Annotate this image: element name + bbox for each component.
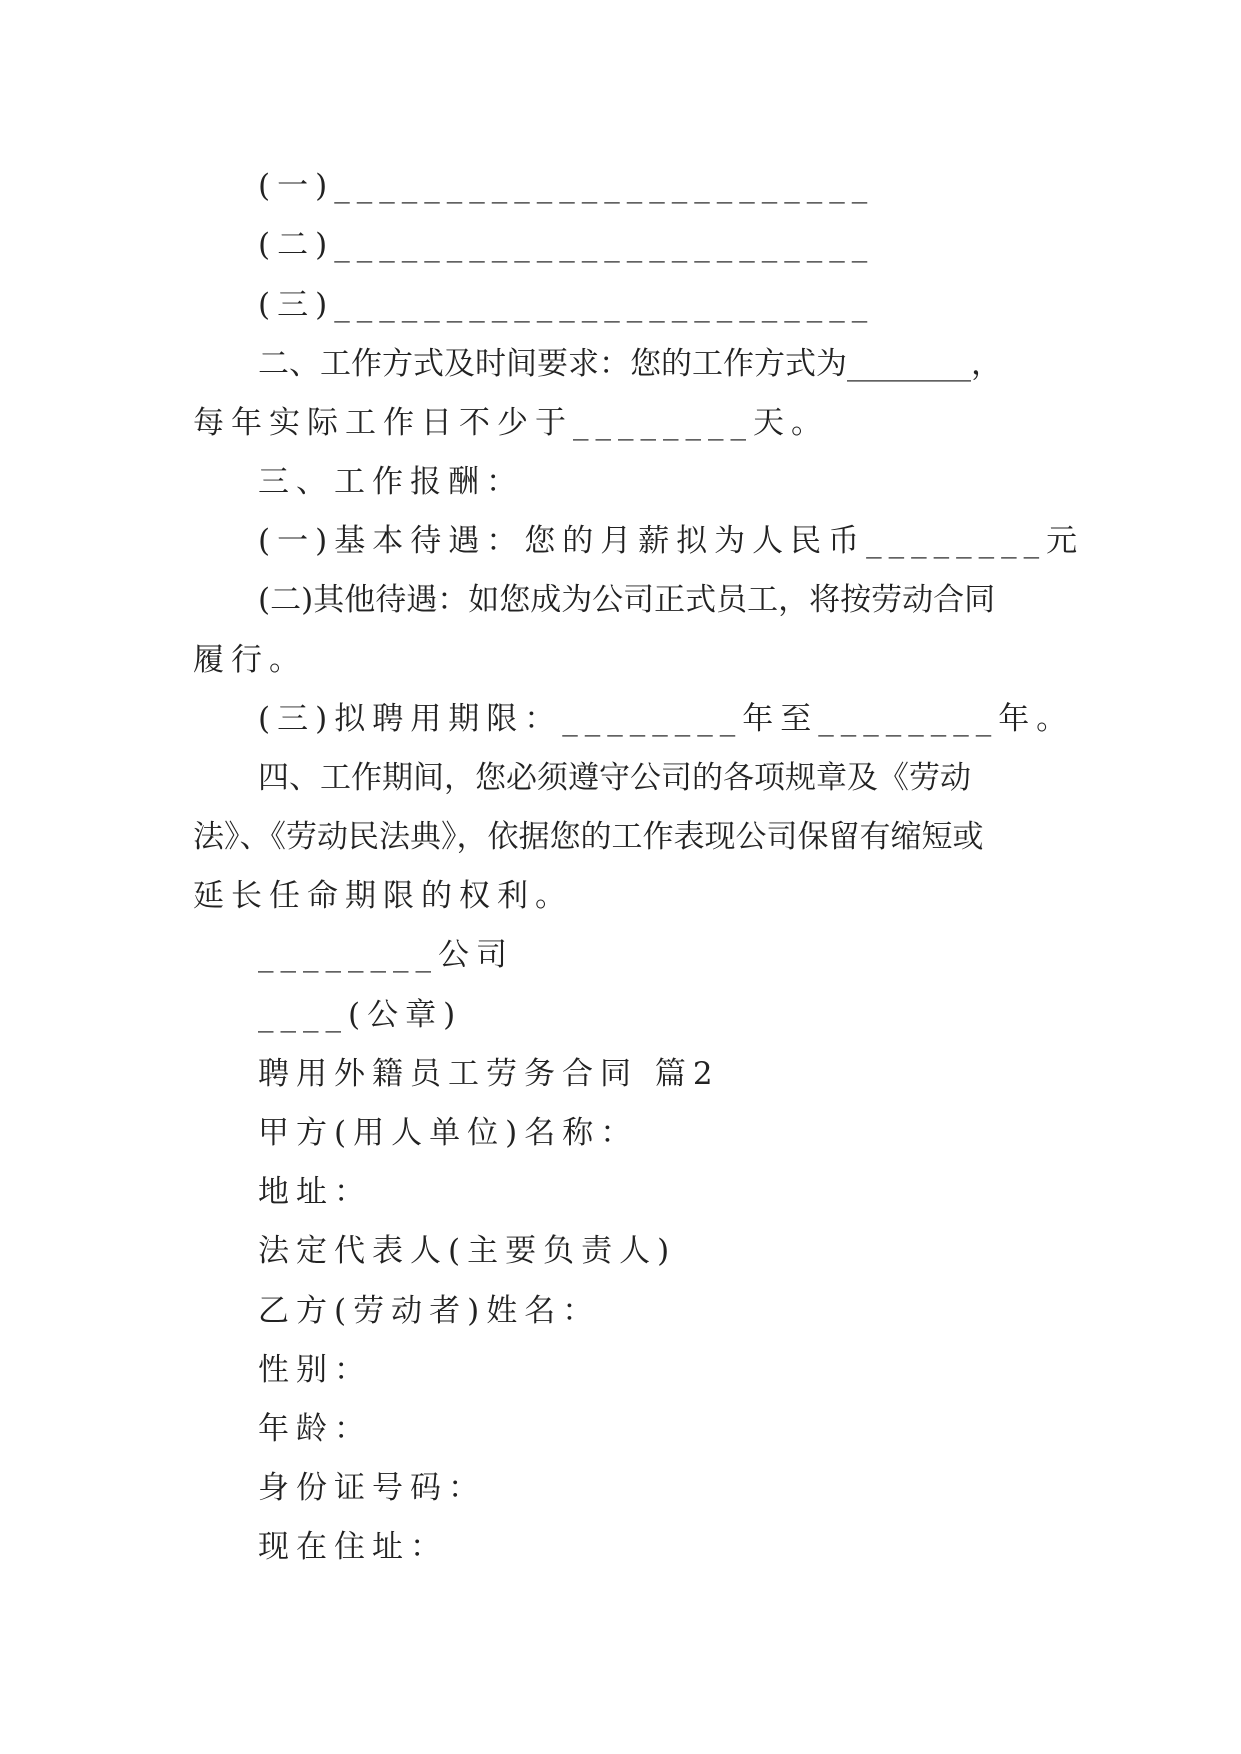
basic-pay-line: (一)基本待遇：您的月薪拟为人民币________元 bbox=[258, 523, 1085, 559]
work-rules-line-3: 延长任命期限的权利。 bbox=[193, 878, 573, 914]
id-number-line: 身份证号码： bbox=[258, 1470, 486, 1506]
work-rules-paragraph: 四、工作期间，您必须遵守公司的各项规章及《劳动 bbox=[258, 760, 971, 796]
employment-term-line: (三)拟聘用期限：________年至________年。 bbox=[258, 701, 1075, 737]
blank-item-1: (一)________________________ bbox=[258, 168, 875, 204]
work-mode-paragraph: 二、工作方式及时间要求：您的工作方式为________， bbox=[258, 346, 1002, 382]
current-address-line: 现在住址： bbox=[258, 1529, 448, 1565]
blank-item-2: (二)________________________ bbox=[258, 227, 875, 263]
gender-line: 性别： bbox=[258, 1352, 372, 1388]
contract-title: 聘用外籍员工劳务合同 篇2 bbox=[258, 1056, 720, 1092]
address-line: 地址： bbox=[258, 1174, 372, 1210]
other-benefits-paragraph: (二)其他待遇：如您成为公司正式员工，将按劳动合同 bbox=[258, 582, 996, 618]
salary-heading: 三、工作报酬： bbox=[258, 464, 524, 500]
work-days-line: 每年实际工作日不少于________天。 bbox=[193, 405, 829, 441]
work-rules-line-2: 法》、《劳动民法典》，依据您的工作表现公司保留有缩短或 bbox=[193, 819, 984, 855]
company-seal-line: ____(公章) bbox=[258, 997, 463, 1033]
legal-representative-line: 法定代表人(主要负责人) bbox=[258, 1233, 677, 1269]
party-b-name-line: 乙方(劳动者)姓名： bbox=[258, 1293, 601, 1329]
age-line: 年龄： bbox=[258, 1411, 372, 1447]
blank-item-3: (三)________________________ bbox=[258, 287, 875, 323]
party-a-name-line: 甲方(用人单位)名称： bbox=[258, 1115, 639, 1151]
company-name-line: ________公司 bbox=[258, 937, 514, 973]
other-benefits-continued: 履行。 bbox=[193, 642, 307, 678]
